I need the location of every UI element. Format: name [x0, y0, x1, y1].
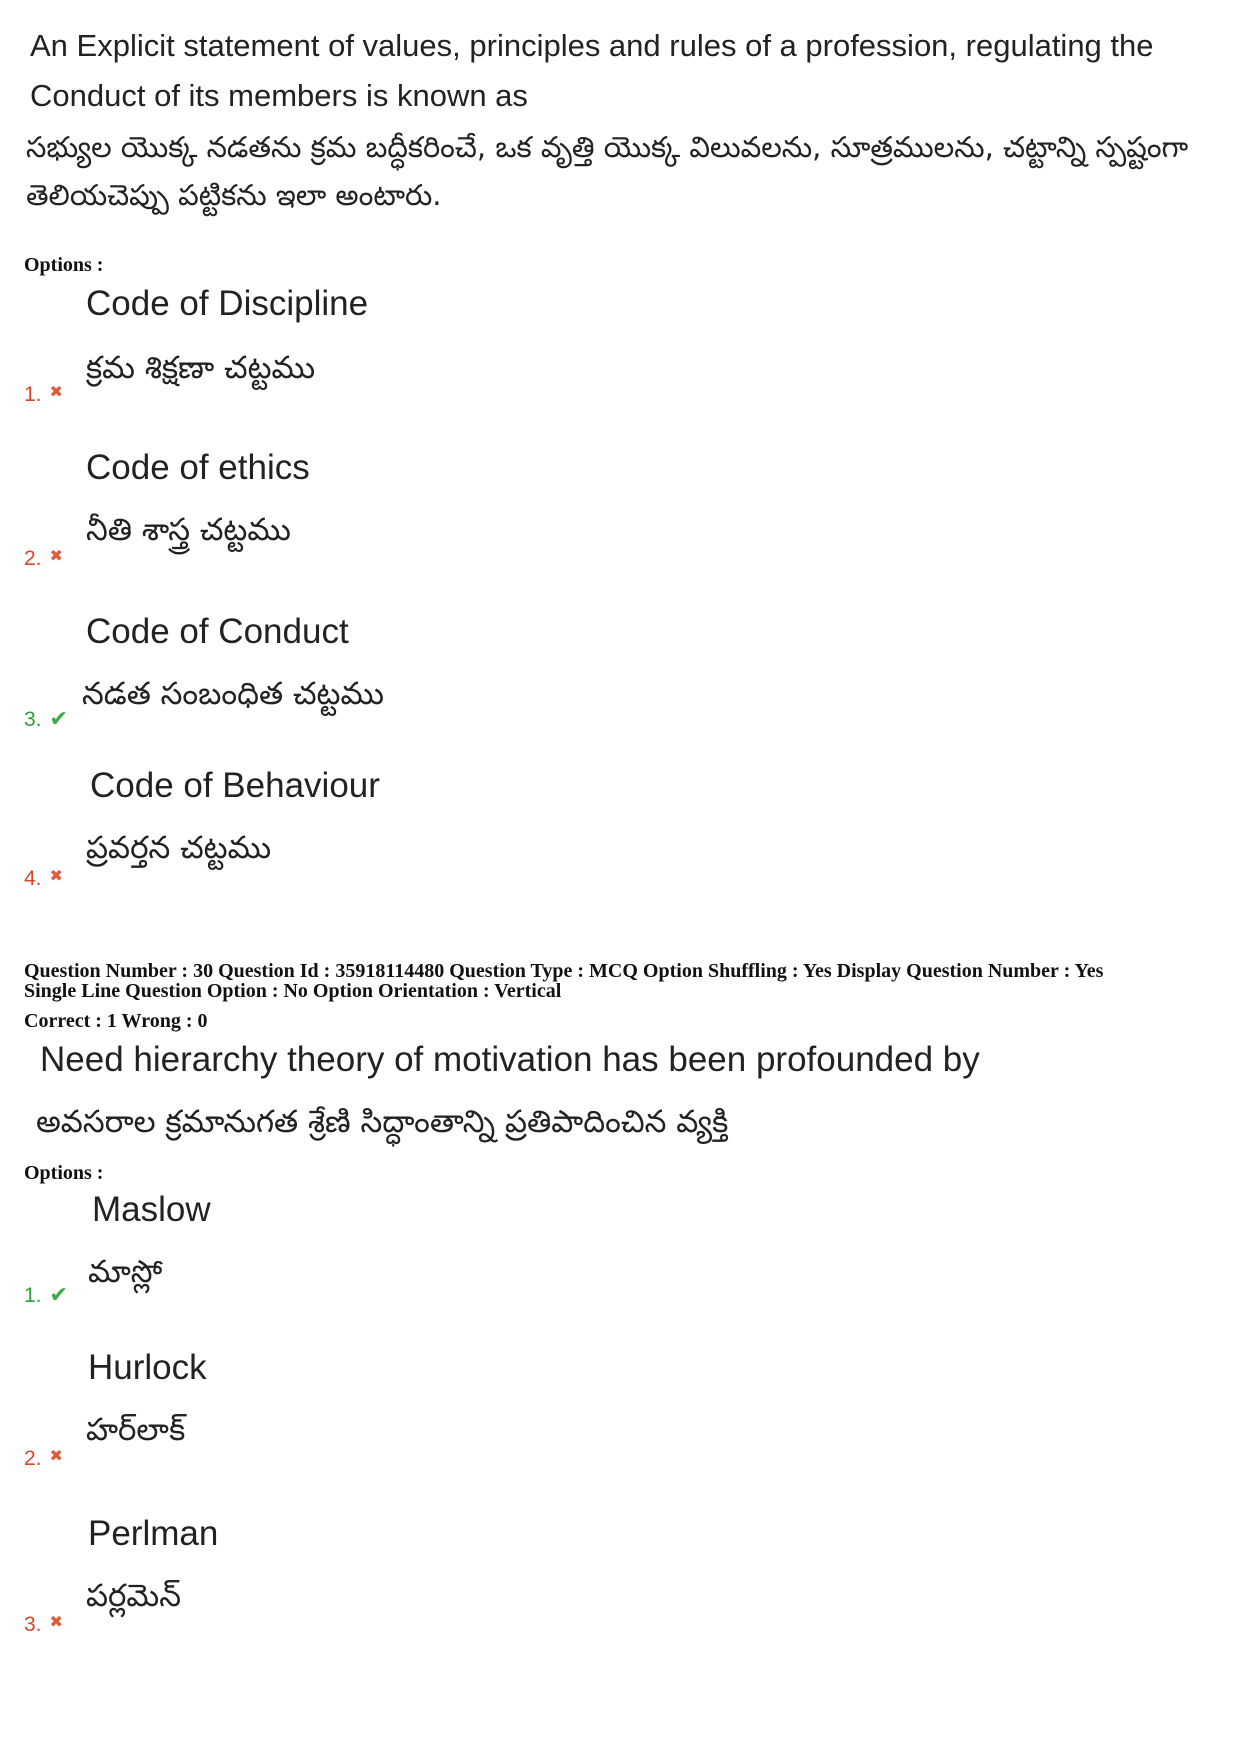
- question-text-te-line2: తెలియచెప్పు పట్టికను ఇలా అంటారు.: [26, 178, 442, 212]
- option-3-en: Code of Conduct: [86, 612, 349, 651]
- question-text-te-line1: సభ్యుల యొక్క నడతను క్రమ బద్ధీకరించే, ఒక వృత్తి యొక్క విలువలను, సూత్రములను, చట్టాన్ని స్పష్టంగా: [26, 130, 1189, 164]
- question2-text-te: అవసరాల క్రమానుగత శ్రేణి సిద్ధాంతాన్ని ప్రతిపాదించిన వ్యక్తి: [36, 1104, 729, 1140]
- option-1-number: 1. ✖: [24, 383, 63, 406]
- question-meta-line3: Correct : 1 Wrong : 0: [24, 1010, 208, 1032]
- q2-option-2-number: 2. ✖: [24, 1447, 63, 1470]
- option-4-te: ప్రవర్తన చట్టము: [86, 830, 272, 866]
- wrong-icon: ✖: [49, 548, 63, 565]
- q2-option-3-en: Perlman: [88, 1514, 219, 1553]
- q2-option-1-en: Maslow: [92, 1190, 211, 1229]
- option-3-te: నడత సంబంధిత చట్టము: [82, 676, 384, 712]
- q2-option-2-en: Hurlock: [88, 1348, 207, 1387]
- question-meta-line1: Question Number : 30 Question Id : 35918114480 Question Type : MCQ Option Shuffling : Yes Display Question Number : Yes: [24, 960, 1104, 982]
- q2-option-2-te: హర్‌లాక్: [86, 1412, 186, 1448]
- wrong-icon: ✖: [49, 1448, 63, 1465]
- check-icon: ✔: [49, 1282, 68, 1307]
- option-1-en: Code of Discipline: [86, 284, 369, 323]
- option-4-en: Code of Behaviour: [90, 766, 380, 805]
- question-text-en-line1: An Explicit statement of values, principles and rules of a profession, regulating the: [30, 28, 1154, 63]
- q2-option-3-te: పర్లమెన్: [86, 1578, 181, 1614]
- q2-option-3-number: 3. ✖: [24, 1613, 63, 1636]
- question2-text-en: Need hierarchy theory of motivation has been profounded by: [40, 1040, 980, 1079]
- question-meta-line2: Single Line Question Option : No Option Orientation : Vertical: [24, 980, 562, 1002]
- q2-option-1-te: మాస్లో: [88, 1254, 163, 1290]
- option-4-number: 4. ✖: [24, 867, 63, 890]
- check-icon: ✔: [49, 706, 68, 731]
- option-2-te: నీతి శాస్త్ర చట్టము: [86, 512, 291, 548]
- wrong-icon: ✖: [49, 1614, 63, 1631]
- options-label: Options :: [24, 254, 104, 276]
- option-2-number: 2. ✖: [24, 547, 63, 570]
- wrong-icon: ✖: [49, 868, 63, 885]
- option-2-en: Code of ethics: [86, 448, 310, 487]
- option-1-te: క్రమ శిక్షణా చట్టము: [86, 350, 316, 386]
- question-text-en-line2: Conduct of its members is known as: [30, 78, 528, 113]
- wrong-icon: ✖: [49, 384, 63, 401]
- option-3-number: 3. ✔: [24, 706, 68, 731]
- options-label: Options :: [24, 1162, 104, 1184]
- q2-option-1-number: 1. ✔: [24, 1282, 68, 1307]
